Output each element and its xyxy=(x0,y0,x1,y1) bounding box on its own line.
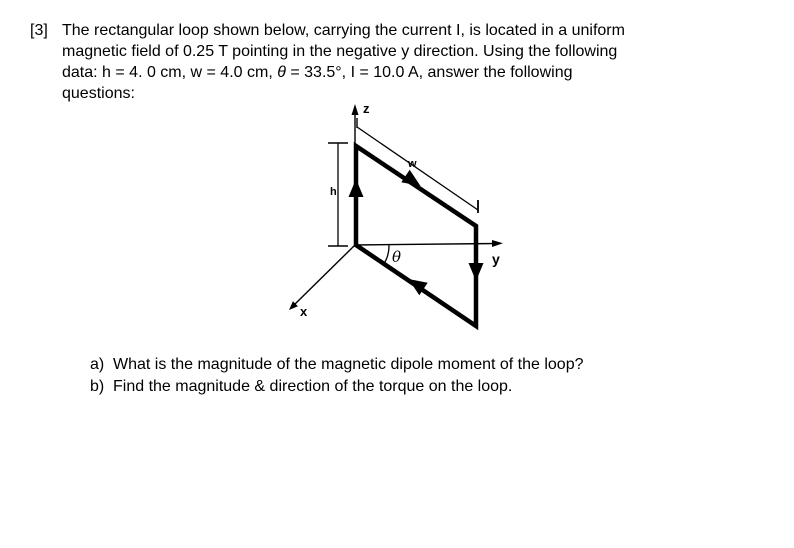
line3-post: = 33.5°, I = 10.0 A, answer the following xyxy=(285,64,573,81)
w-dimension-label: w xyxy=(408,158,417,170)
question-b-text: Find the magnitude & direction of the torque on the loop. xyxy=(113,378,513,395)
question-a-marker: a) xyxy=(90,356,105,373)
problem-number: [3] xyxy=(30,22,48,39)
y-axis-label: y xyxy=(492,251,500,267)
x-axis xyxy=(293,245,355,306)
line3-theta-symbol: θ xyxy=(277,64,286,81)
questions-list xyxy=(90,354,584,398)
problem-statement xyxy=(30,20,752,104)
z-axis-arrow-icon xyxy=(352,104,359,115)
current-arrow-left-up-icon xyxy=(349,179,364,197)
problem-text-line-1: The rectangular loop shown below, carrying the current I, is located in a uniform xyxy=(62,22,625,39)
w-dimension-line xyxy=(357,127,478,210)
y-axis-arrow-icon xyxy=(492,240,503,247)
problem-text xyxy=(62,20,752,104)
current-loop-outline xyxy=(356,146,476,326)
current-arrow-right-down-icon xyxy=(469,263,484,281)
problem-text-line-3 xyxy=(62,62,752,83)
question-b xyxy=(90,376,584,398)
loop-diagram-svg xyxy=(280,94,520,344)
question-b-marker: b) xyxy=(90,378,105,395)
loop-diagram xyxy=(280,94,520,344)
problem-text-line-4: questions: xyxy=(62,85,135,102)
line3-pre: data: h = 4. 0 cm, w = 4.0 cm, xyxy=(62,64,278,81)
problem-text-line-2: magnetic field of 0.25 T pointing in the negative y direction. Using the following xyxy=(62,43,618,60)
z-axis-label: z xyxy=(363,101,370,116)
x-axis-label: x xyxy=(300,304,308,319)
theta-angle-label: θ xyxy=(392,248,402,266)
question-a xyxy=(90,354,584,376)
h-dimension-label: h xyxy=(330,186,337,198)
question-a-text: What is the magnitude of the magnetic dipole moment of the loop? xyxy=(113,356,584,373)
